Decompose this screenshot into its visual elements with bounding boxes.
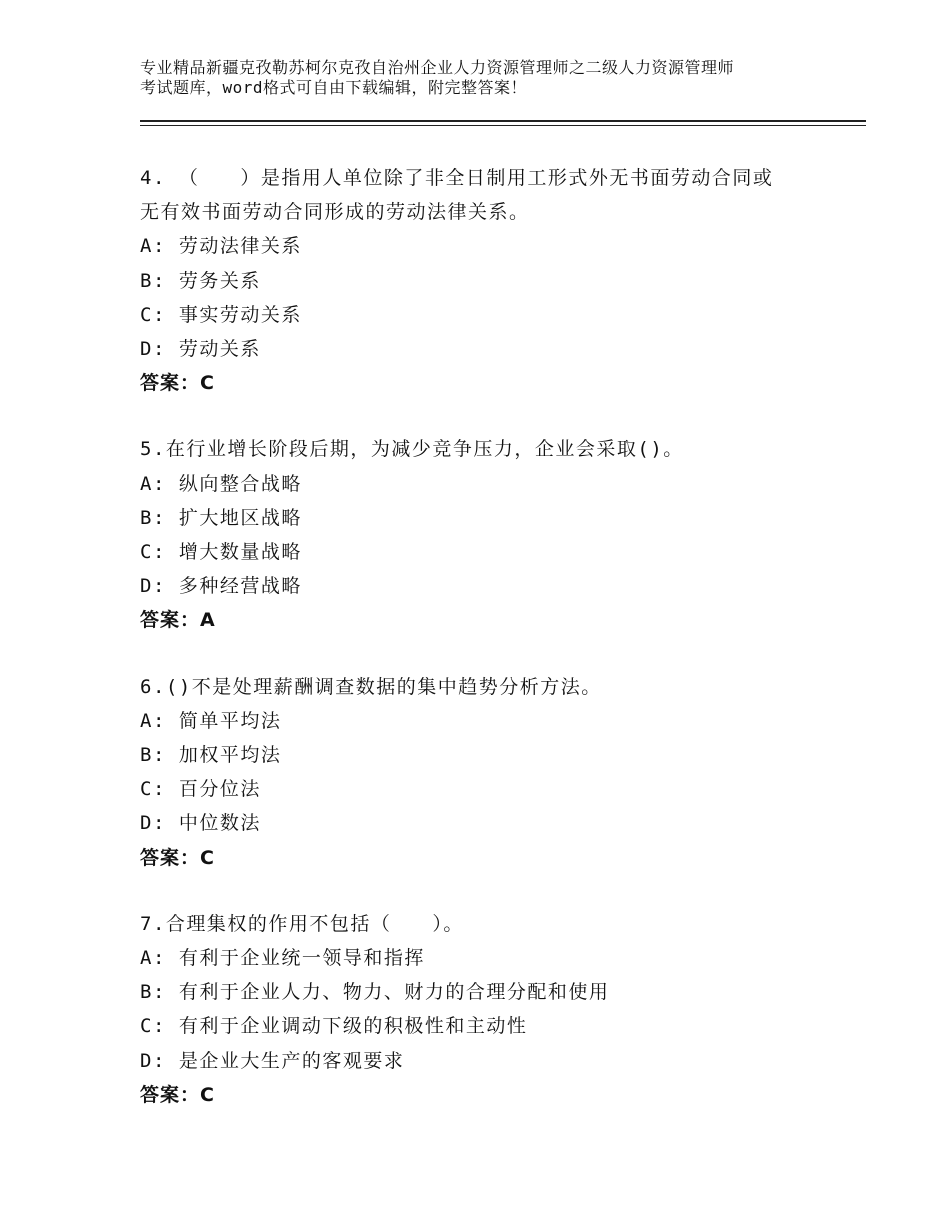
question-5: [140, 432, 840, 637]
header-divider-thin: [140, 125, 866, 126]
answer-value: C: [200, 846, 215, 869]
question-stem: 无有效书面劳动合同形成的劳动法律关系。: [140, 201, 530, 224]
option-b: B: 加权平均法: [140, 744, 282, 767]
option-c: C: 百分位法: [140, 778, 261, 801]
question-stem: 5.在行业增长阶段后期，为减少竞争压力，企业会采取()。: [140, 438, 684, 461]
question-7: [140, 907, 840, 1112]
answer-row: [140, 1078, 840, 1112]
header-title-line-2: 考试题库，word格式可自由下载编辑，附完整答案！: [140, 78, 528, 97]
header-title-line-1: 专业精品新疆克孜勒苏柯尔克孜自治州企业人力资源管理师之二级人力资源管理师: [140, 58, 735, 77]
answer-value: A: [200, 609, 216, 632]
option-d: D: 劳动关系: [140, 338, 261, 361]
answer-label: 答案：: [140, 372, 201, 395]
answer-row: [140, 366, 840, 400]
document-header: [140, 58, 830, 98]
option-a: A: 纵向整合战略: [140, 472, 302, 495]
option-a: A: 劳动法律关系: [140, 235, 302, 258]
option-a: A: 简单平均法: [140, 709, 282, 732]
option-b: B: 劳务关系: [140, 269, 261, 292]
answer-row: [140, 841, 840, 875]
option-b: B: 扩大地区战略: [140, 506, 302, 529]
option-a: A: 有利于企业统一领导和指挥: [140, 947, 425, 970]
answer-label: 答案：: [140, 846, 201, 869]
option-b: B: 有利于企业人力、物力、财力的合理分配和使用: [140, 981, 610, 1004]
option-c: C: 增大数量战略: [140, 541, 302, 564]
question-stem: 6.()不是处理薪酬调查数据的集中趋势分析方法。: [140, 675, 602, 698]
answer-row: [140, 603, 840, 637]
option-c: C: 事实劳动关系: [140, 303, 302, 326]
answer-label: 答案：: [140, 609, 201, 632]
question-6: [140, 670, 840, 875]
question-stem: 4. （ ）是指用人单位除了非全日制用工形式外无书面劳动合同或: [140, 167, 774, 189]
question-4: [140, 161, 840, 400]
answer-label: 答案：: [140, 1083, 201, 1106]
header-divider-thick: [140, 120, 866, 122]
question-list: [140, 161, 840, 1144]
answer-value: C: [200, 1083, 215, 1106]
option-d: D: 多种经营战略: [140, 575, 302, 598]
answer-value: C: [200, 372, 215, 395]
option-c: C: 有利于企业调动下级的积极性和主动性: [140, 1015, 528, 1038]
option-d: D: 是企业大生产的客观要求: [140, 1049, 405, 1072]
question-stem: 7.合理集权的作用不包括（ ）。: [140, 912, 464, 935]
option-d: D: 中位数法: [140, 812, 261, 835]
